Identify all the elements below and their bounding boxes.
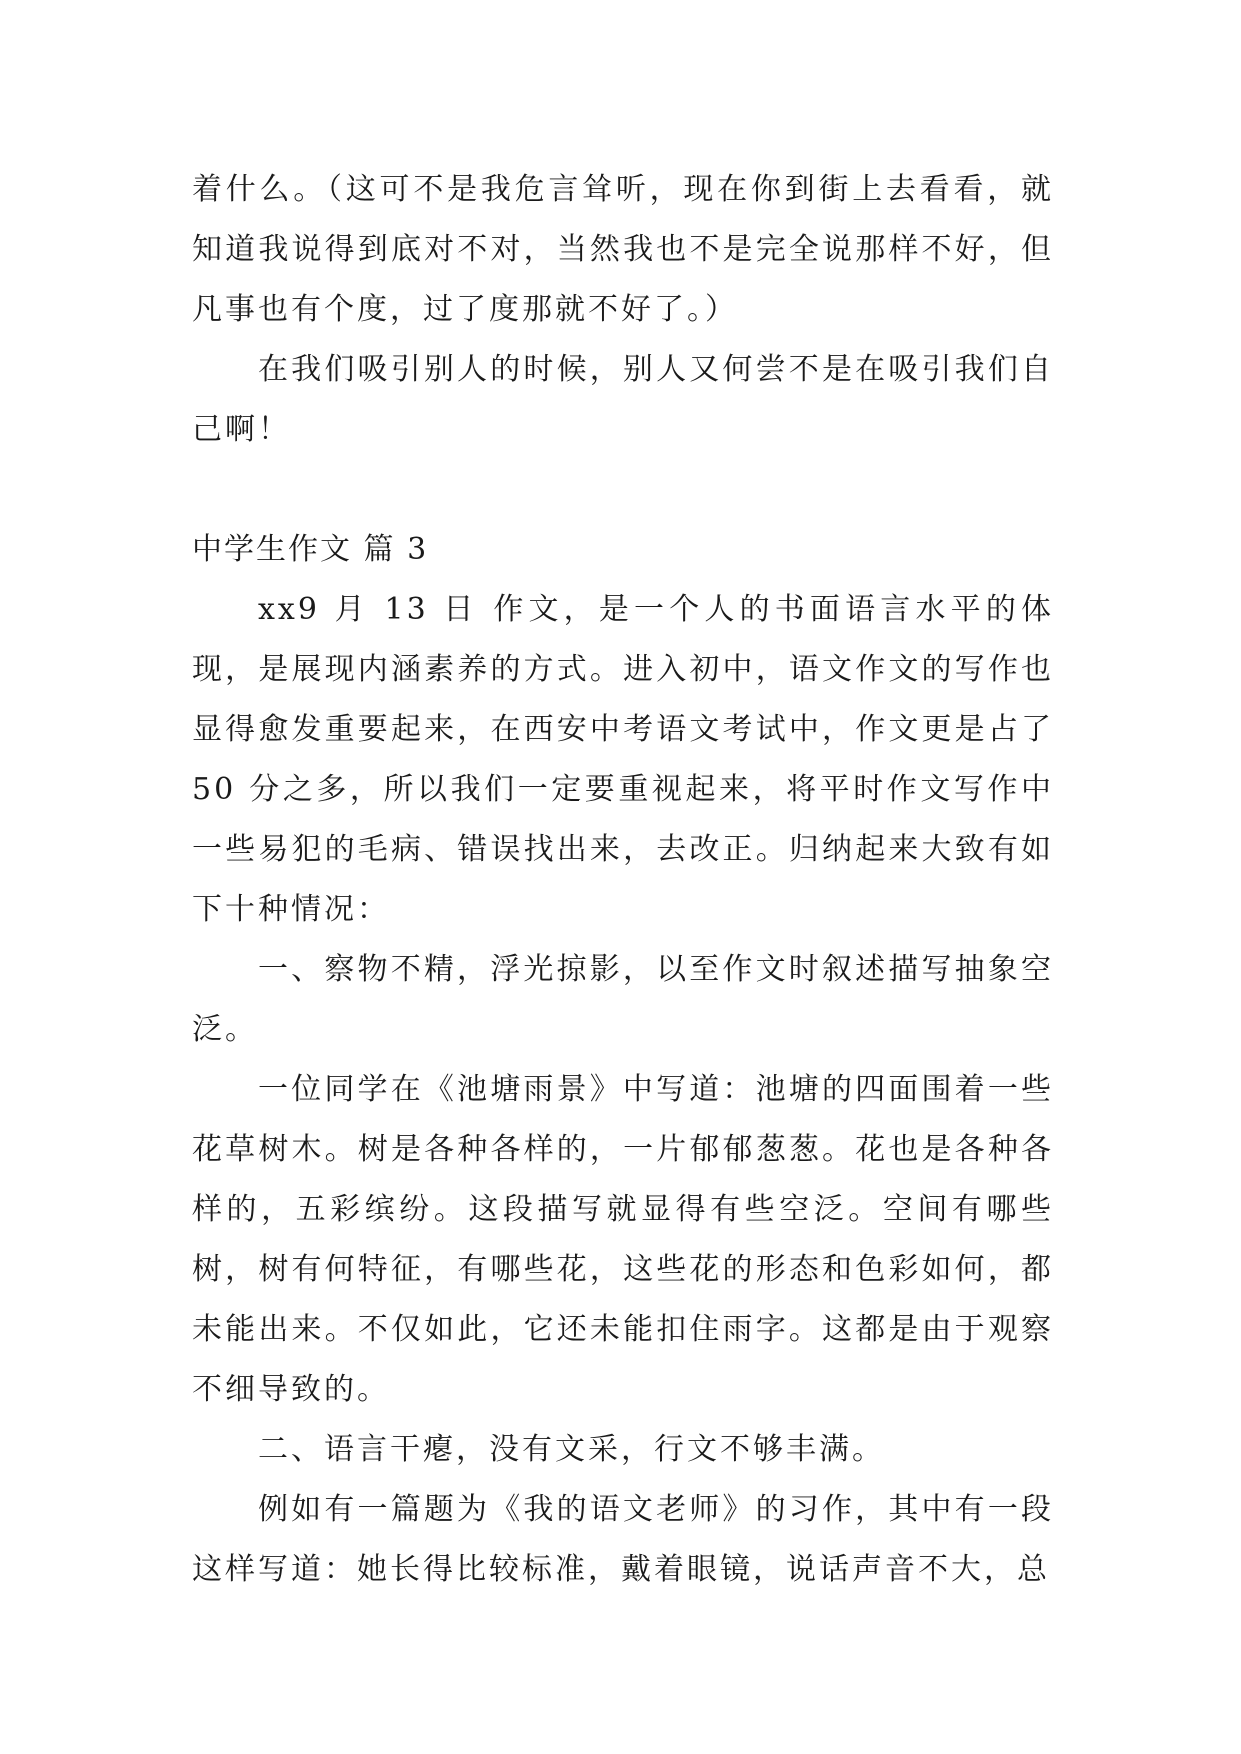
paragraph: 一、察物不精，浮光掠影，以至作文时叙述描写抽象空泛。 bbox=[192, 952, 1054, 1047]
paragraph: xx9 月 13 日 作文，是一个人的书面语言水平的体现，是展现内涵素养的方式。进入初中，语文作文的写作也显得愈发重要起来，在西安中考语文考试中，作文更是占了 50 分之多，所以我们一定要重视起来，将平时作文写作中一些易犯的毛病、错误找出来，去改正。归纳起来大致有如下十种情况： bbox=[192, 592, 1054, 927]
paragraph-continuation: 着什么。（这可不是我危言耸听，现在你到街上去看看，就知道我说得到底对不对，当然我也不是完全说那样不好，但凡事也有个度，过了度那就不好了。） bbox=[192, 172, 1054, 327]
document-body bbox=[192, 160, 1054, 1600]
paragraph: 一位同学在《池塘雨景》中写道：池塘的四面围着一些花草树木。树是各种各样的，一片郁郁葱葱。花也是各种各样的，五彩缤纷。这段描写就显得有些空泛。空间有哪些树，树有何特征，有哪些花，这些花的形态和色彩如何，都未能出来。不仅如此，它还未能扣住雨字。这都是由于观察不细导致的。 bbox=[192, 1072, 1054, 1407]
paragraph: 在我们吸引别人的时候，别人又何尝不是在吸引我们自己啊！ bbox=[192, 352, 1054, 447]
paragraph: 二、语言干瘪，没有文采，行文不够丰满。 bbox=[258, 1432, 885, 1467]
paragraph: 例如有一篇题为《我的语文老师》的习作，其中有一段这样写道：她长得比较标准，戴着眼镜，说话声音不大，总 bbox=[192, 1492, 1054, 1587]
section-heading: 中学生作文 篇 3 bbox=[192, 532, 429, 567]
